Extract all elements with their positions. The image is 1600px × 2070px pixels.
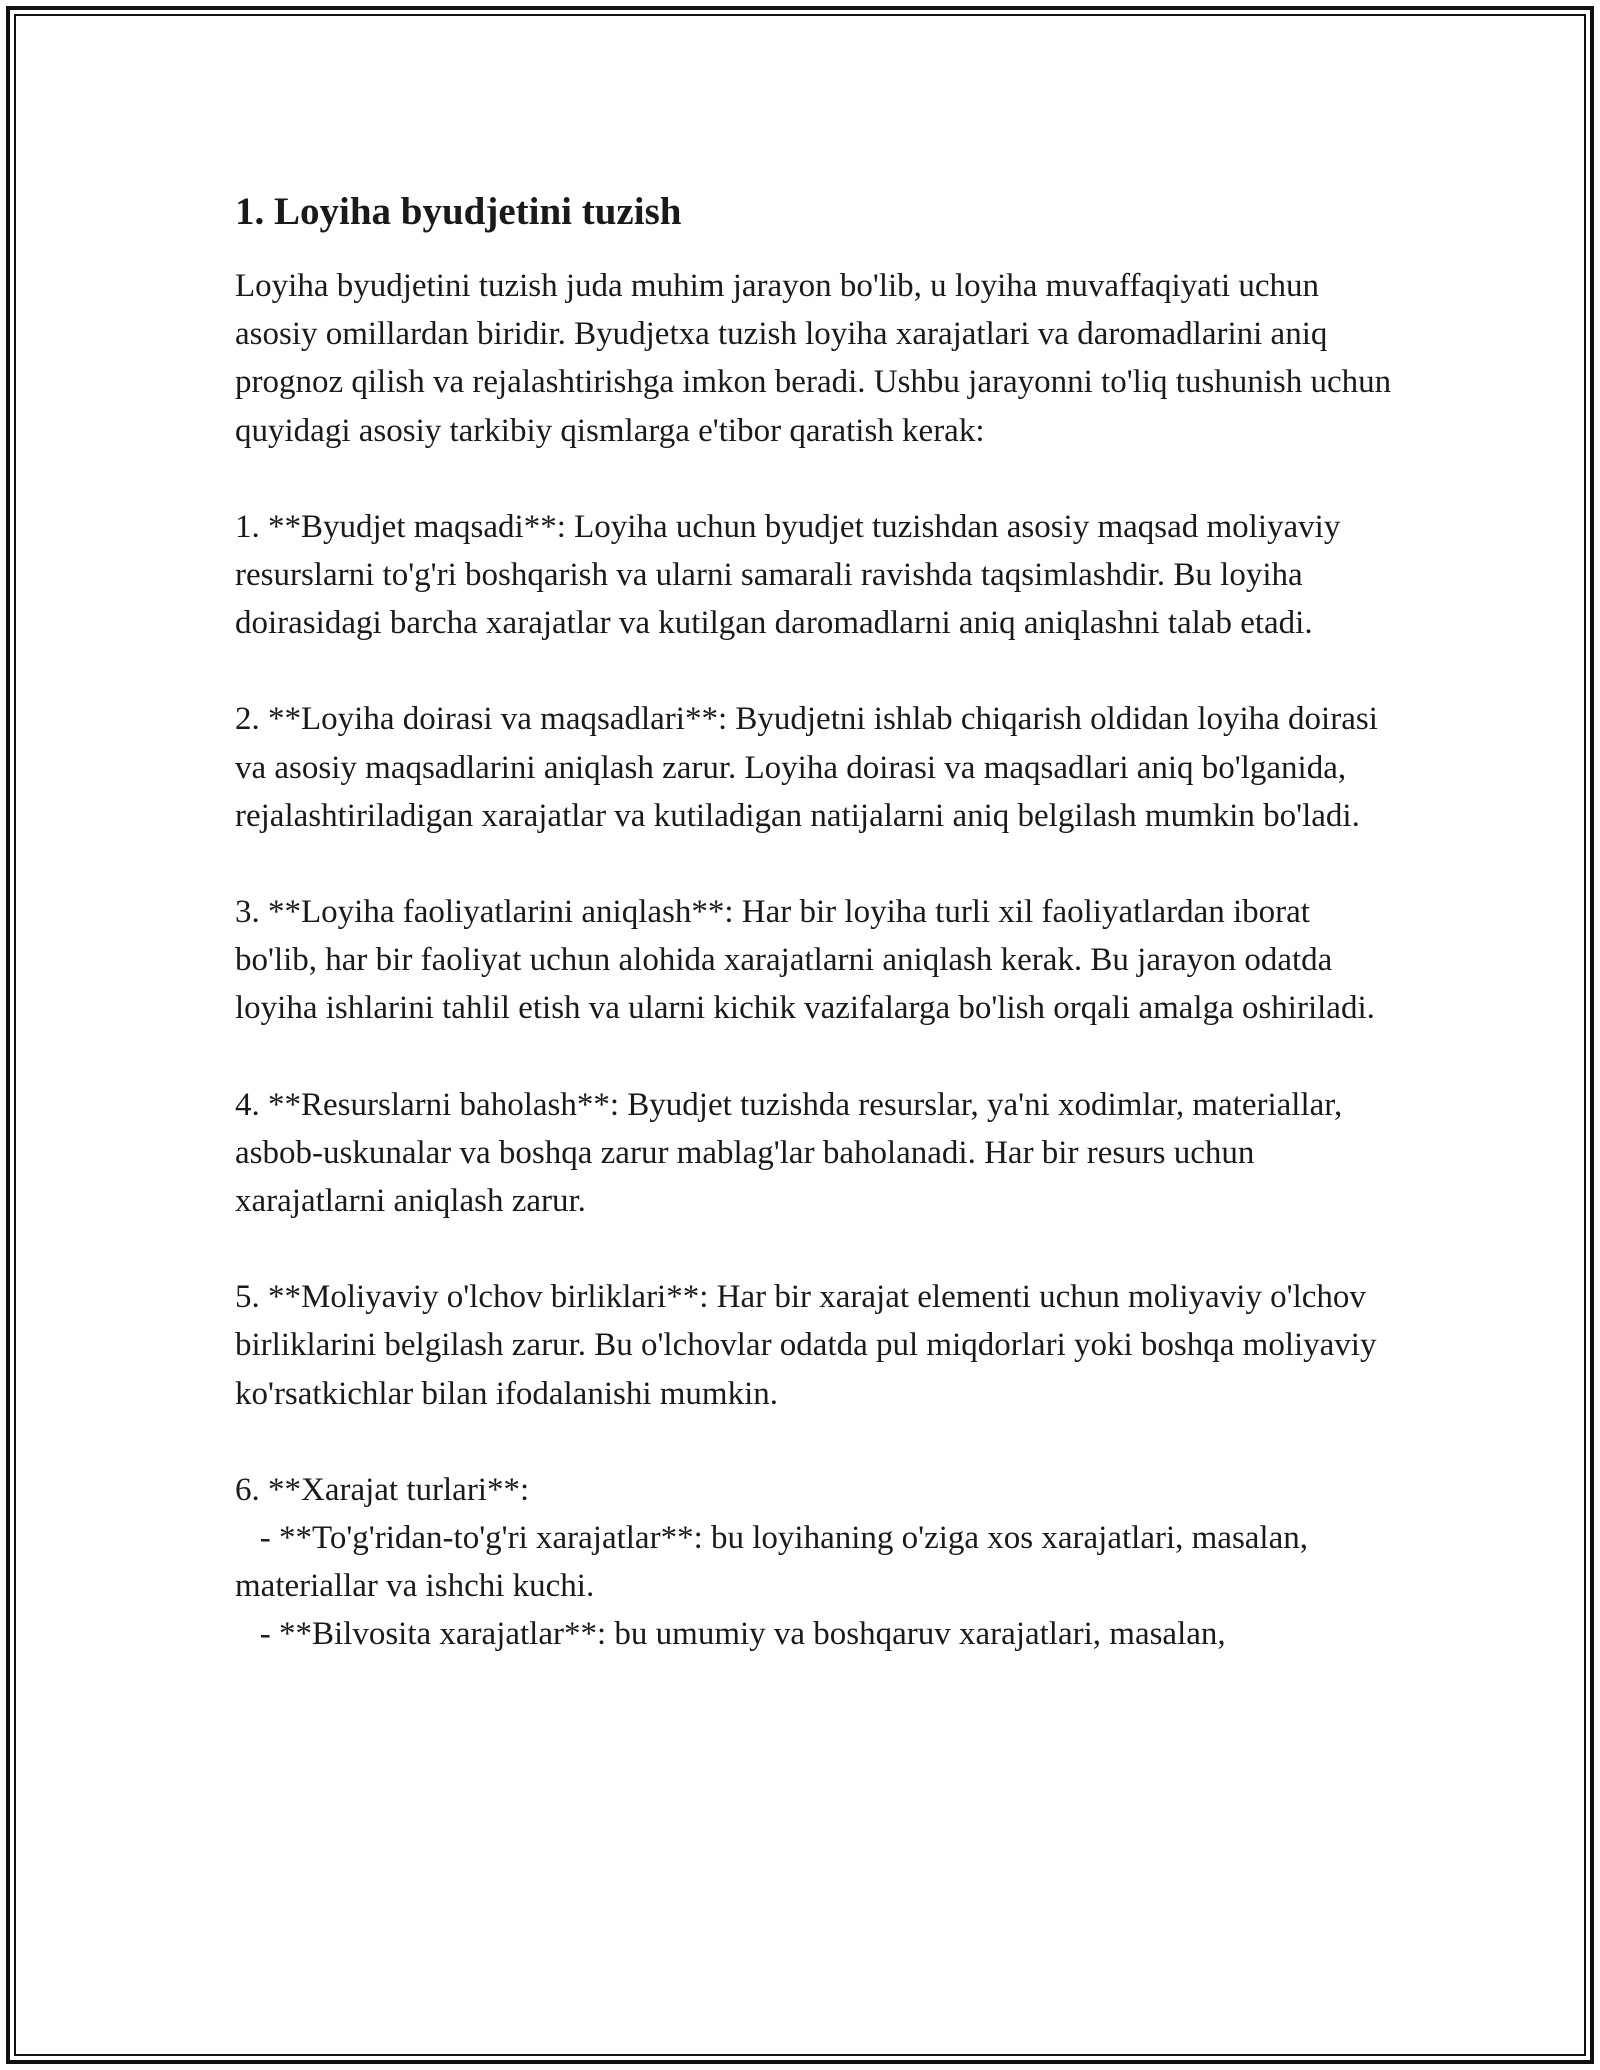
section-heading: 1. Loyiha byudjetini tuzish [235,190,682,233]
list-item-resources: 4. **Resurslarni baholash**: Byudjet tuzishda resurslar, ya'ni xodimlar, materiallar, asbob-uskunalar va boshqa zarur mablag'lar baholanadi. Har bir resurs uchun xarajatlarni aniqlash zarur. [235,1086,1351,1220]
list-item-cost-types [235,1466,1395,1659]
list-item-project-scope: 2. **Loyiha doirasi va maqsadlari**: Byudjetni ishlab chiqarish oldidan loyiha doirasi va asosiy maqsadlarini aniqlash zarur. Loyiha doirasi va maqsadlari aniq bo'lganida, rejalashtiriladigan xarajatlar va kutiladigan natijalarni aniq belgilash mumkin bo'ladi. [235,701,1387,834]
list-item-units: 5. **Moliyaviy o'lchov birliklari**: Har bir xarajat elementi uchun moliyaviy o'lchov birliklarini belgilash zarur. Bu o'lchovlar odatda pul miqdorlari yoki boshqa moliyaviy ko'rsatkichlar bilan ifodalanishi mumkin. [235,1279,1385,1412]
list-item-activities: 3. **Loyiha faoliyatlarini aniqlash**: Har bir loyiha turli xil faoliyatlardan iborat bo'lib, har bir faoliyat uchun alohida xarajatlarni aniqlash kerak. Bu jarayon odatda loyiha ishlarini tahlil etish va ularni kichik vazifalarga bo'lish orqali amalga oshiriladi. [235,894,1375,1027]
list-item-budget-goal: 1. **Byudjet maqsadi**: Loyiha uchun byudjet tuzishdan asosiy maqsad moliyaviy resurslarni to'g'ri boshqarish va ularni samarali ravishda taqsimlashdir. Bu loyiha doirasidagi barcha xarajatlar va kutilgan daromadlarni aniq aniqlashni talab etadi. [235,508,1349,642]
document-body [235,186,1400,1659]
cost-types-title: 6. **Xarajat turlari**: [235,1471,530,1508]
cost-type-indirect: - **Bilvosita xarajatlar**: bu umumiy va boshqaruv xarajatlari, masalan, [235,1616,1226,1653]
cost-type-direct: - **To'g'ridan-to'g'ri xarajatlar**: bu loyihaning o'ziga xos xarajatlari, masalan, materiallar va ishchi kuchi. [235,1520,1317,1605]
intro-paragraph: Loyiha byudjetini tuzish juda muhim jarayon bo'lib, u loyiha muvaffaqiyati uchun asosiy omillardan biridir. Byudjetxa tuzish loyiha xarajatlari va daromadlarini aniq prognoz qilish va rejalashtirishga imkon beradi. Ushbu jarayonni to'liq tushunish uchun quyidagi asosiy tarkibiy qismlarga e'tibor qaratish kerak: [235,268,1400,449]
